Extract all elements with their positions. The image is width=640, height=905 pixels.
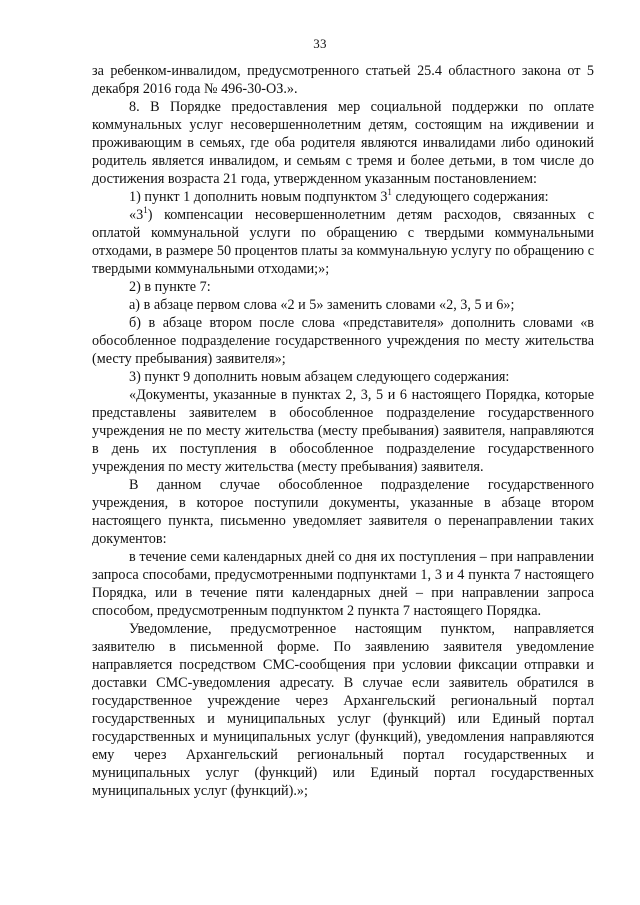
paragraph-subitem-a: а) в абзаце первом слова «2 и 5» заменить словами «2, 3, 5 и 6»; — [129, 297, 515, 313]
paragraph-subitem-2: 2) в пункте 7: — [129, 279, 211, 295]
paragraph-continuation: за ребенком-инвалидом, предусмотренного статьей 25.4 областного закона от 5 декабря 2016 года № 496-30-ОЗ.». — [92, 63, 594, 97]
text-segment: «3 — [129, 207, 144, 223]
text-segment: ) компенсации несовершеннолетним детям расходов, связанных с оплатой коммунальной услуги по обращению с твердыми коммунальными отходами, в размере 50 процентов платы за коммунальную услугу по обращению с твердыми коммунальными отходами;»; — [92, 207, 594, 277]
paragraph-subitem-b: б) в абзаце втором после слова «представителя» дополнить словами «в обособленное подразделение государственного учреждения по месту жительства (месту пребывания) заявителя»; — [92, 315, 594, 367]
page-number: 33 — [313, 36, 327, 51]
paragraph-notice-method: Уведомление, предусмотренное настоящим пунктом, направляется заявителю в письменной форме. По заявлению заявителя уведомление направляется посредством СМС-сообщения при условии фиксации отправки и доставки СМС-уведомления адресату. В случае если заявитель обратился в государственное учреждение через Архангельский региональный портал государственных и муниципальных услуг (функций) или Единый портал государственных и муниципальных услуг (функций), уведомления направляются ему через Архангельский региональный портал государственных и муниципальных услуг (функций) или Единый портал государственных муниципальных услуг (функций).»; — [92, 621, 594, 799]
paragraph-deadlines: в течение семи календарных дней со дня их поступления – при направлении запроса способами, предусмотренными подпунктами 1, 3 и 4 пункта 7 настоящего Порядка, или в течение пяти календарных дней – при направлении запроса способом, предусмотренным подпунктом 2 пункта 7 настоящего Порядка. — [92, 549, 594, 619]
paragraph-quoted-subpoint — [92, 206, 594, 278]
paragraph-item-8: 8. В Порядке предоставления мер социальной поддержки по оплате коммунальных услуг несовершеннолетним детям, состоящим на иждивении и проживающим в семьях, где оба родителя являются инвалидами либо одинокий родитель является инвалидом, и семьям с тремя и более детьми, в том числе до достижения возраста 21 года, утвержденном указанным постановлением: — [92, 99, 594, 187]
superscript: 1 — [143, 205, 148, 215]
paragraph-subitem-1 — [92, 188, 594, 206]
text-segment: следующего содержания: — [391, 189, 549, 205]
document-body — [92, 62, 594, 800]
text-segment: 1) пункт 1 дополнить новым подпунктом 3 — [129, 189, 388, 205]
paragraph-notification: В данном случае обособленное подразделение государственного учреждения, в которое поступили документы, указанные в абзаце втором настоящего пункта, письменно уведомляет заявителя о перенаправлении таких документов: — [92, 477, 594, 547]
superscript: 1 — [387, 187, 392, 197]
paragraph-subitem-3: 3) пункт 9 дополнить новым абзацем следующего содержания: — [129, 369, 510, 385]
paragraph-quoted-documents: «Документы, указанные в пунктах 2, 3, 5 и 6 настоящего Порядка, которые представлены заявителем в обособленное подразделение государственного учреждения не по месту жительства (месту пребывания) заявителя, направляются в день их поступления в обособленное подразделение государственного учреждения по месту жительства (месту пребывания) заявителя. — [92, 387, 594, 475]
